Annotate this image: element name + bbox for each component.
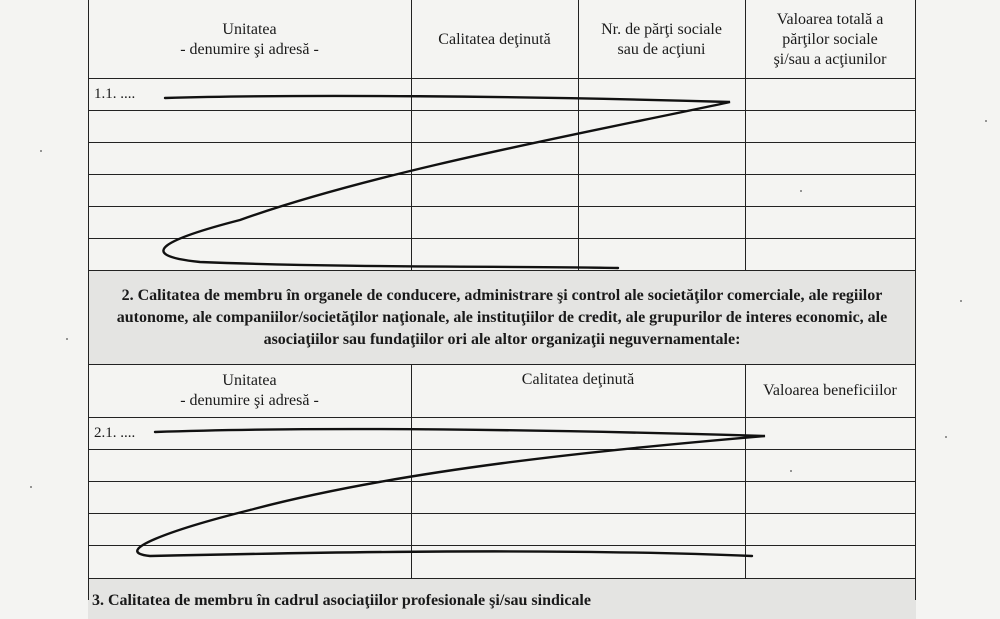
table2-header-value: Valoarea beneficiilor xyxy=(763,382,897,399)
table2-header-role: Calitatea deţinută xyxy=(521,371,635,388)
table1-header-shares: Nr. de părţi sociale sau de acţiuni xyxy=(601,21,722,58)
table1-header-unit: Unitatea - denumire şi adresă - xyxy=(180,21,319,58)
table2-row-label: 2.1. .... xyxy=(94,425,136,441)
scan-speck xyxy=(960,300,962,302)
scan-speck xyxy=(790,470,792,472)
section-3-heading: 3. Calitatea de membru în cadrul asociaţiilor profesionale şi/sau sindicale xyxy=(88,579,916,619)
declaration-form xyxy=(88,0,916,609)
scan-speck xyxy=(30,486,32,488)
scan-speck xyxy=(40,150,42,152)
table1-header-value: Valoarea totală a părţilor sociale şi/sau a acţiunilor xyxy=(773,11,887,68)
scan-speck xyxy=(66,338,68,340)
table2-header-unit: Unitatea - denumire şi adresă - xyxy=(180,372,319,409)
scan-speck xyxy=(945,436,947,438)
table1-row-label: 1.1. .... xyxy=(94,86,136,102)
section-2-heading: 2. Calitatea de membru în organele de conducere, administrare şi control ale societăţilor comerciale, ale regiilor autonome, ale companiilor/societăţilor naţionale, ale instituţiilor de credit, ale grupurilor de interes economic, ale asociaţiilor sau fundaţiilor ori ale altor organizaţii neguvernamentale: xyxy=(88,271,916,364)
scan-speck xyxy=(800,190,802,192)
scan-speck xyxy=(985,120,987,122)
table1-header-role: Calitatea deţinută xyxy=(438,31,551,48)
